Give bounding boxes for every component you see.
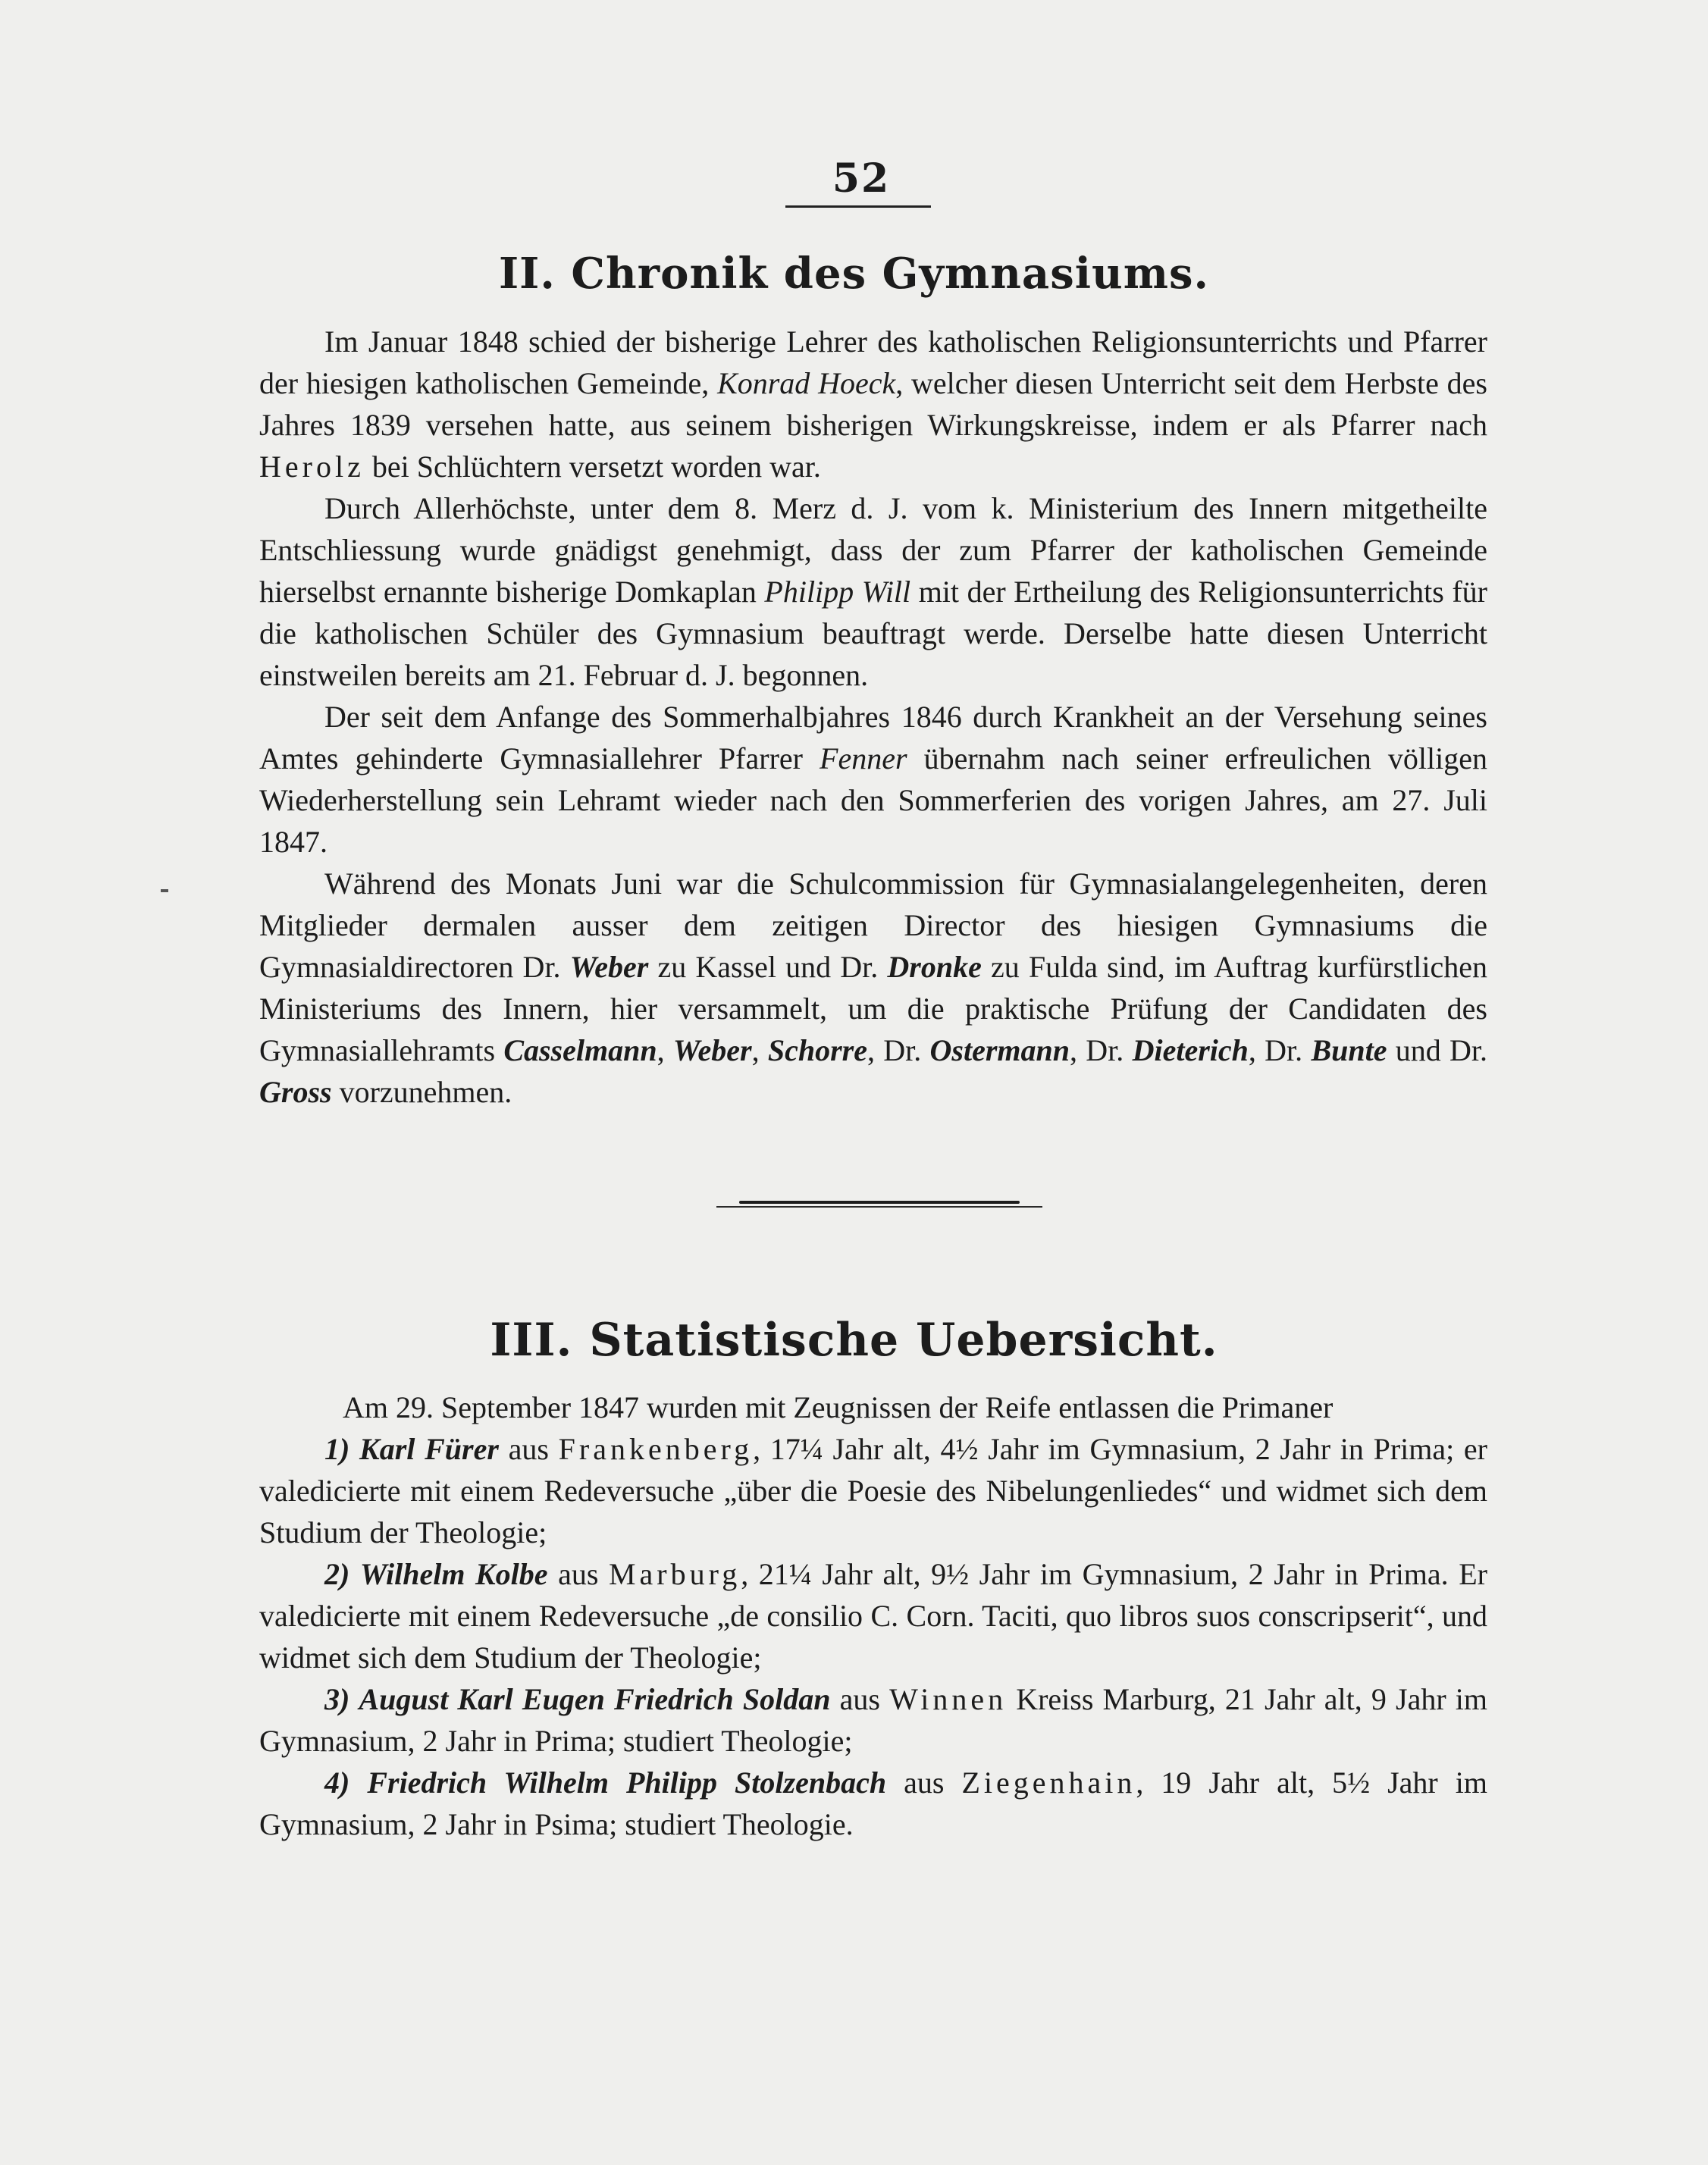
page-number-rule <box>785 205 931 208</box>
divider-thick-line <box>739 1201 1020 1204</box>
divider-thin-line <box>716 1206 1042 1208</box>
section-divider <box>716 1201 1042 1208</box>
graduate-entry: 3) August Karl Eugen Friedrich Soldan aus Winnen Kreiss Marburg, 21 Jahr alt, 9 Jahr im Gymnasium, 2 Jahr in Prima; studiert Theologie; <box>259 1682 1488 1758</box>
section-statistik-body <box>259 1386 1487 1845</box>
paragraph-will: Durch Allerhöchste, unter dem 8. Merz d. J. vom k. Ministerium des Innern mitgetheilte Entschliessung wurde gnädigst genehmigt, dass der zum Pfarrer der katholischen Gemeinde hierselbst ernannte bisherige Domkaplan Philipp Will mit der Ertheilung des Religionsunterrichts für die katholischen Schüler des Gymnasium beauftragt werde. Derselbe hatte diesen Unterricht einstweilen bereits am 21. Februar d. J. begonnen. <box>259 491 1487 692</box>
page-number: 52 <box>832 155 891 202</box>
margin-mark <box>161 889 168 892</box>
section-chronik-body <box>259 321 1487 1113</box>
section-heading-statistik: III. Statistische Uebersicht. <box>490 1314 1218 1367</box>
paragraph-hoeck: Im Januar 1848 schied der bisherige Lehrer des katholischen Religionsunterrichts und Pfarrer der hiesigen katholischen Gemeinde, Konrad Hoeck, welcher diesen Unterricht seit dem Herbste des Jahres 1839 versehen hatte, aus seinem bisherigen Wirkungskreisse, indem er als Pfarrer nach Herolz bei Schlüchtern versetzt worden war. <box>259 324 1488 484</box>
graduate-entry: 4) Friedrich Wilhelm Philipp Stolzenbach aus Ziegenhain, 19 Jahr alt, 5½ Jahr im Gymnasium, 2 Jahr in Psima; studiert Theologie. <box>259 1766 1488 1841</box>
paragraph-schulcommission: Während des Monats Juni war die Schulcommission für Gymnasialangelegenheiten, deren Mitglieder dermalen ausser dem zeitigen Director des hiesigen Gymnasiums die Gymnasialdirectoren Dr. Weber zu Kassel und Dr. Dronke zu Fulda sind, im Auftrag kurfürstlichen Ministeriums des Innern, hier versammelt, um die praktische Prüfung der Candidaten des Gymnasiallehramts Casselmann, Weber, Schorre, Dr. Ostermann, Dr. Dieterich, Dr. Bunte und Dr. Gross vorzunehmen. <box>259 866 1488 1109</box>
statistik-intro: Am 29. September 1847 wurden mit Zeugnissen der Reife entlassen die Primaner <box>343 1390 1333 1424</box>
paragraph-fenner: Der seit dem Anfange des Sommerhalbjahres 1846 durch Krankheit an der Versehung seines Amtes gehinderte Gymnasiallehrer Pfarrer Fenner übernahm nach seiner erfreulichen völligen Wiederherstellung sein Lehramt wieder nach den Sommerferien des vorigen Jahres, am 27. Juli 1847. <box>259 700 1487 859</box>
graduate-entry: 2) Wilhelm Kolbe aus Marburg, 21¼ Jahr alt, 9½ Jahr im Gymnasium, 2 Jahr in Prima. Er valedicierte mit einem Redeversuche „de consilio C. Corn. Taciti, quo libros suos conscripserit“, und widmet sich dem Studium der Theologie; <box>259 1557 1487 1675</box>
section-heading-chronik: II. Chronik des Gymnasiums. <box>498 249 1210 299</box>
graduate-entry: 1) Karl Fürer aus Frankenberg, 17¼ Jahr alt, 4½ Jahr im Gymnasium, 2 Jahr in Prima; er valedicierte mit einem Redeversuche „über die Poesie des Nibelungenliedes“ und widmet sich dem Studium der Theologie; <box>259 1432 1488 1549</box>
